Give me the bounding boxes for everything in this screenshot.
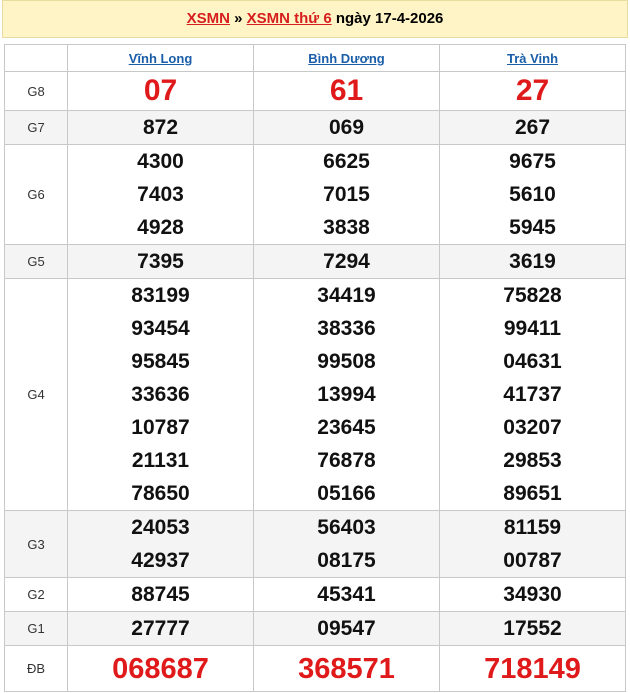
province-link-vinh-long[interactable]: Vĩnh Long — [128, 50, 193, 66]
prize-number: 3838 — [323, 216, 370, 239]
prize-number: 34419 — [317, 284, 376, 307]
prize-cell — [440, 72, 626, 111]
prize-number: 83199 — [131, 284, 190, 307]
prize-number: 45341 — [317, 583, 376, 606]
prize-number: 13994 — [317, 383, 376, 406]
prize-number: 23645 — [317, 416, 376, 439]
prize-number: 78650 — [131, 482, 190, 505]
prize-number: 368571 — [298, 652, 395, 685]
prize-cell — [254, 612, 440, 646]
prize-cell — [254, 111, 440, 145]
prize-label: G7 — [5, 111, 68, 145]
prize-number: 99411 — [503, 317, 562, 340]
prize-cell — [254, 279, 440, 511]
prize-row-g1 — [5, 612, 626, 646]
prize-cell — [440, 279, 626, 511]
prize-number: 7403 — [137, 183, 184, 206]
prize-number: 29853 — [503, 449, 562, 472]
prize-number: 08175 — [317, 549, 376, 572]
prize-cell — [254, 511, 440, 578]
prize-number: 5945 — [509, 216, 556, 239]
prize-number: 4300 — [137, 150, 184, 173]
prize-cell — [254, 646, 440, 692]
prize-row-g7 — [5, 111, 626, 145]
prize-cell — [68, 578, 254, 612]
prize-number: 17552 — [503, 617, 562, 640]
prize-label: G6 — [5, 145, 68, 245]
prize-rows — [5, 72, 626, 692]
prize-number: 069 — [328, 116, 365, 139]
breadcrumb-date: ngày 17-4-2026 — [331, 10, 444, 27]
prize-number: 33636 — [131, 383, 190, 406]
prize-number: 81159 — [503, 516, 562, 539]
prize-number: 267 — [514, 116, 551, 139]
prize-number: 03207 — [503, 416, 562, 439]
prize-number: 872 — [142, 116, 179, 139]
prize-number: 34930 — [503, 583, 562, 606]
prize-cell — [68, 511, 254, 578]
prize-cell — [440, 511, 626, 578]
prize-label: G1 — [5, 612, 68, 646]
prize-number: 04631 — [503, 350, 562, 373]
prize-cell — [440, 245, 626, 279]
prize-number: 3619 — [509, 250, 556, 273]
prize-number: 56403 — [317, 516, 376, 539]
prize-cell — [68, 646, 254, 692]
corner-cell — [5, 45, 68, 72]
prize-label: G4 — [5, 279, 68, 511]
prize-number: 00787 — [503, 549, 562, 572]
prize-label: ĐB — [5, 646, 68, 692]
prize-cell — [68, 145, 254, 245]
prize-number: 07 — [143, 74, 178, 107]
province-link-binh-duong[interactable]: Bình Dương — [308, 50, 385, 66]
prize-number: 7395 — [137, 250, 184, 273]
prize-cell — [254, 578, 440, 612]
prize-row-g5 — [5, 245, 626, 279]
prize-label: G5 — [5, 245, 68, 279]
prize-number: 5610 — [509, 183, 556, 206]
prize-number: 27 — [515, 74, 550, 107]
prize-label: G3 — [5, 511, 68, 578]
prize-number: 21131 — [131, 449, 190, 472]
prize-number: 24053 — [131, 516, 190, 539]
prize-number: 09547 — [317, 617, 376, 640]
prize-cell — [440, 111, 626, 145]
prize-number: 75828 — [503, 284, 562, 307]
prize-number: 068687 — [112, 652, 209, 685]
prize-cell — [68, 612, 254, 646]
breadcrumb — [2, 0, 628, 38]
prize-row-g3 — [5, 511, 626, 578]
prize-number: 7294 — [323, 250, 370, 273]
prize-row-g8 — [5, 72, 626, 111]
prize-number: 41737 — [503, 383, 562, 406]
prize-number: 7015 — [323, 183, 370, 206]
prize-cell — [254, 245, 440, 279]
prize-cell — [254, 145, 440, 245]
prize-number: 88745 — [131, 583, 190, 606]
breadcrumb-link-xsmn[interactable]: XSMN — [186, 10, 230, 27]
province-link-tra-vinh[interactable]: Trà Vinh — [506, 50, 559, 66]
province-header — [68, 45, 254, 72]
prize-number: 89651 — [503, 482, 562, 505]
prize-row-g2 — [5, 578, 626, 612]
prize-cell — [440, 145, 626, 245]
prize-number: 27777 — [131, 617, 190, 640]
prize-row-g4 — [5, 279, 626, 511]
prize-number: 10787 — [131, 416, 190, 439]
prize-number: 4928 — [137, 216, 184, 239]
prize-cell — [254, 72, 440, 111]
province-header — [440, 45, 626, 72]
prize-number: 38336 — [317, 317, 376, 340]
prize-number: 42937 — [131, 549, 190, 572]
prize-cell — [68, 72, 254, 111]
prize-number: 99508 — [317, 350, 376, 373]
prize-cell — [440, 646, 626, 692]
province-header-row — [5, 45, 626, 72]
prize-label: G2 — [5, 578, 68, 612]
prize-cell — [440, 578, 626, 612]
prize-cell — [440, 612, 626, 646]
prize-row-g6 — [5, 145, 626, 245]
prize-number: 95845 — [131, 350, 190, 373]
prize-cell — [68, 111, 254, 145]
prize-label: G8 — [5, 72, 68, 111]
province-header — [254, 45, 440, 72]
prize-number: 76878 — [317, 449, 376, 472]
prize-number: 05166 — [317, 482, 376, 505]
breadcrumb-link-xsmn-friday[interactable]: XSMN thứ 6 — [246, 10, 332, 27]
breadcrumb-separator: » — [229, 10, 247, 27]
prize-cell — [68, 279, 254, 511]
prize-number: 61 — [329, 74, 364, 107]
prize-row-db — [5, 646, 626, 692]
prize-number: 9675 — [509, 150, 556, 173]
prize-number: 718149 — [484, 652, 581, 685]
prize-number: 6625 — [323, 150, 370, 173]
prize-number: 93454 — [131, 317, 190, 340]
results-table — [4, 44, 626, 692]
prize-cell — [68, 245, 254, 279]
